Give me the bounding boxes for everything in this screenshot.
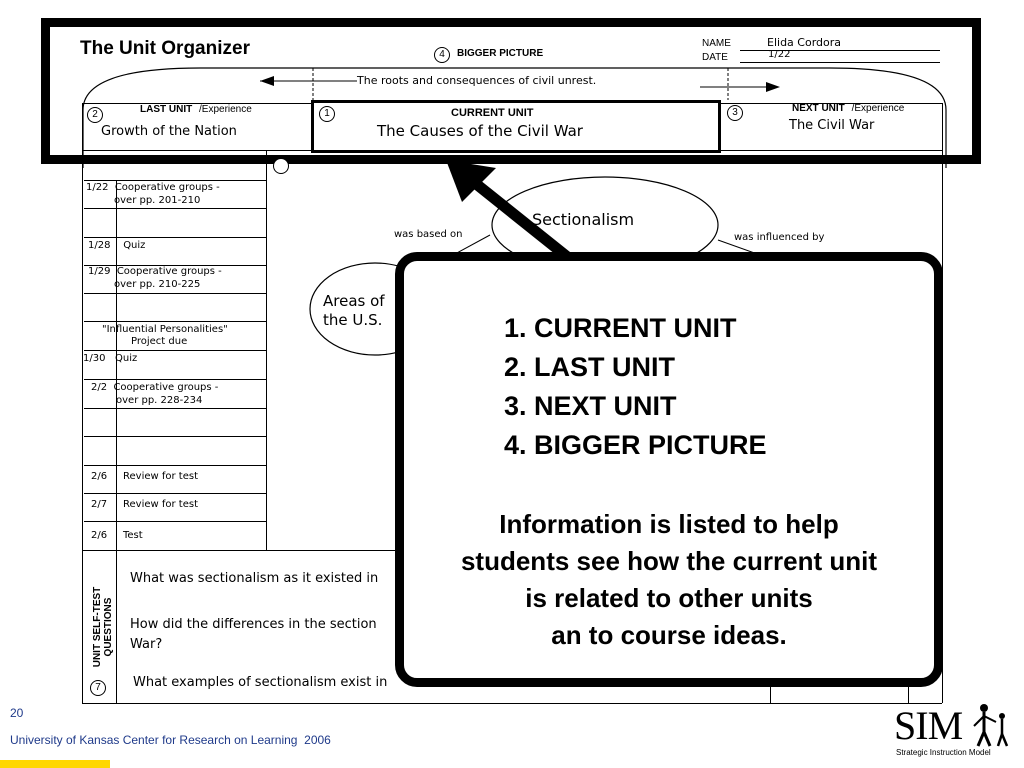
sim-logo-subtitle: Strategic Instruction Model [896,748,991,757]
current-unit-label: CURRENT UNIT [451,107,534,119]
last-unit-suffix: /Experience [199,104,252,115]
list-item-detail: over pp. 210-225 [114,279,201,290]
left-link-label: was based on [394,229,463,240]
info-callout [395,252,943,687]
list-item-detail: Project due [131,336,188,347]
list-item: 2/2 Cooperative groups - [91,382,219,393]
page-number: 20 [10,706,24,720]
next-unit-number: 3 [727,105,743,121]
list-item: 1/22 Cooperative groups - [86,182,220,193]
footer-accent-bar [0,760,110,768]
areas-label: Areas of the U.S. [323,292,385,329]
self-test-number: 7 [90,680,106,696]
last-unit-label: LAST UNIT [140,104,193,115]
next-unit-suffix: /Experience [851,103,905,114]
name-label: NAME [702,38,731,49]
list-item-detail: over pp. 201-210 [114,195,201,206]
callout-item-last-unit: 2. LAST UNIT [504,352,676,382]
list-item: 2/7 Review for test [91,499,198,510]
list-item: 1/30 Quiz [83,353,138,364]
current-unit-value: The Causes of the Civil War [377,122,583,140]
map-circle-marker [273,158,289,174]
list-item-detail: over pp. 228-234 [116,395,203,406]
organizer-title: The Unit Organizer [80,38,250,59]
date-label: DATE [702,52,728,63]
callout-info-text: Information is listed to help students see how the current unit is related to other units an to course ideas. [460,509,878,650]
list-item: 2/6 Test [91,530,143,541]
right-link-label: was influenced by [734,232,825,243]
self-test-question-1: What was sectionalism as it existed in [130,571,379,586]
last-unit-value: Growth of the Nation [101,124,237,139]
list-item: 2/6 Review for test [91,471,198,482]
list-item: 1/28 Quiz [88,240,146,251]
bigger-picture-label: BIGGER PICTURE [457,48,544,59]
footer-credit: University of Kansas Center for Research on Learning 2006 [10,733,331,747]
callout-item-bigger-picture: 4. BIGGER PICTURE [504,430,767,460]
callout-list [504,309,767,465]
list-item: "Influential Personalities" [102,324,228,335]
sim-logo-text: SIM [894,703,963,748]
next-unit-value: The Civil War [789,118,875,133]
figures-icon [970,702,1014,748]
self-test-label: UNIT SELF-TEST QUESTIONS [92,586,114,668]
self-test-question-3: What examples of sectionalism exist in [133,675,388,690]
sim-logo [890,702,1020,762]
bigger-picture-text: The roots and consequences of civil unrest. [357,74,597,87]
date-value: 1/22 [768,49,791,60]
name-value: Elida Cordora [767,36,841,49]
current-unit-number: 1 [319,106,335,122]
callout-item-current-unit: 1. CURRENT UNIT [504,313,737,343]
last-unit-number: 2 [87,107,103,123]
header-highlight-frame [41,18,981,164]
callout-item-next-unit: 3. NEXT UNIT [504,391,677,421]
next-unit-label: NEXT UNIT [792,103,845,114]
list-item: 1/29 Cooperative groups - [88,266,222,277]
sectionalism-label: Sectionalism [532,210,635,229]
self-test-question-2: How did the differences in the section War? [130,617,377,652]
bigger-picture-number: 4 [434,47,450,63]
